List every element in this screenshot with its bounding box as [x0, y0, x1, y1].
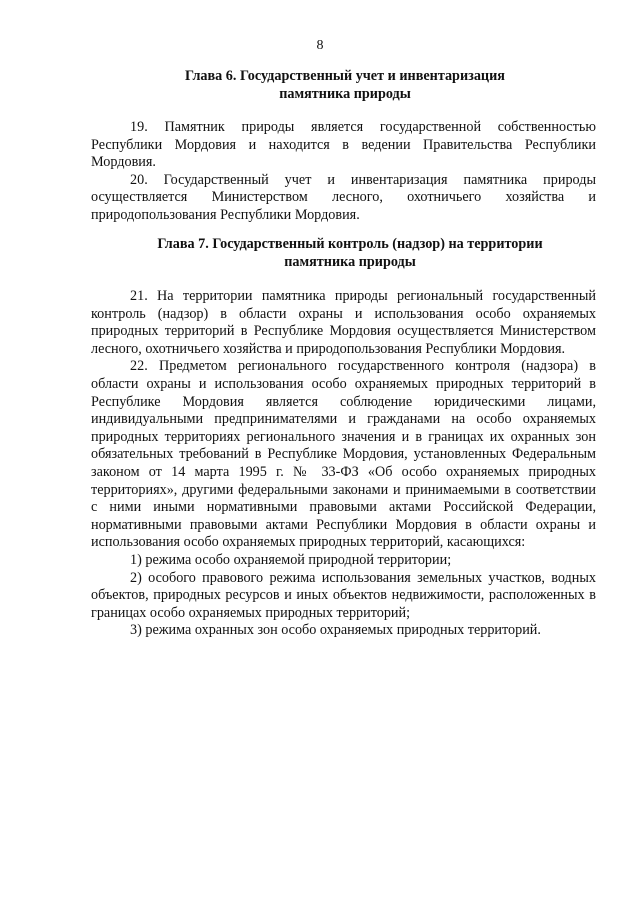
- chapter-6-title: [150, 68, 540, 103]
- chapter-7-body: [91, 288, 596, 640]
- list-item-3: 3) режима охранных зон особо охраняемых природных территорий.: [130, 622, 541, 639]
- chapter-7-title: [140, 236, 560, 271]
- paragraph-19: 19. Памятник природы является государственной собственностью Республики Мордовия и находится в ведении Правительства Республики Мордовия.: [91, 119, 596, 171]
- paragraph-21: 21. На территории памятника природы региональный государственный контроль (надзор) в области охраны и использования особо охраняемых природных территорий в Республике Мордовия осуществляется Министерством лесного, охотничьего хозяйства и природопользования Республики Мордовия.: [91, 288, 596, 357]
- paragraph-20: 20. Государственный учет и инвентаризация памятника природы осуществляется Министерством лесного, охотничьего хозяйства и природопользования Республики Мордовия.: [91, 171, 596, 223]
- list-item-2: 2) особого правового режима использования земельных участков, водных объектов, природных ресурсов и иных объектов недвижимости, расположенных в границах особо охраняемых природных территорий;: [91, 569, 596, 621]
- list-item-1: 1) режима особо охраняемой природной территории;: [130, 551, 452, 568]
- page-number: 8: [316, 38, 324, 53]
- chapter-7-title-line-2: памятника природы: [284, 253, 416, 270]
- paragraph-22: 22. Предметом регионального государственного контроля (надзора) в области охраны и использования особо охраняемых природных территорий в Республике Мордовия является соблюдение юридическими лицами, индивидуальными предпринимателями и гражданами на особо охраняемых природных территориях регионального значения и в границах их охранных зон обязательных требований в Республике Мордовия, установленных Федеральным законом от 14 марта 1995 г. № 33-ФЗ «Об особо охраняемых природных территориях», другими федеральными законами и принимаемыми в соответствии с ними иными нормативными правовыми актами Российской Федерации, нормативными правовыми актами Республики Мордовия в области охраны и использования особо охраняемых природных территорий, касающихся:: [91, 358, 596, 551]
- chapter-6-title-line-2: памятника природы: [279, 85, 411, 102]
- chapter-6-title-line-1: Глава 6. Государственный учет и инвентаризация: [185, 68, 505, 84]
- chapter-7-title-line-1: Глава 7. Государственный контроль (надзор) на территории: [157, 236, 543, 252]
- chapter-6-body: [91, 119, 596, 225]
